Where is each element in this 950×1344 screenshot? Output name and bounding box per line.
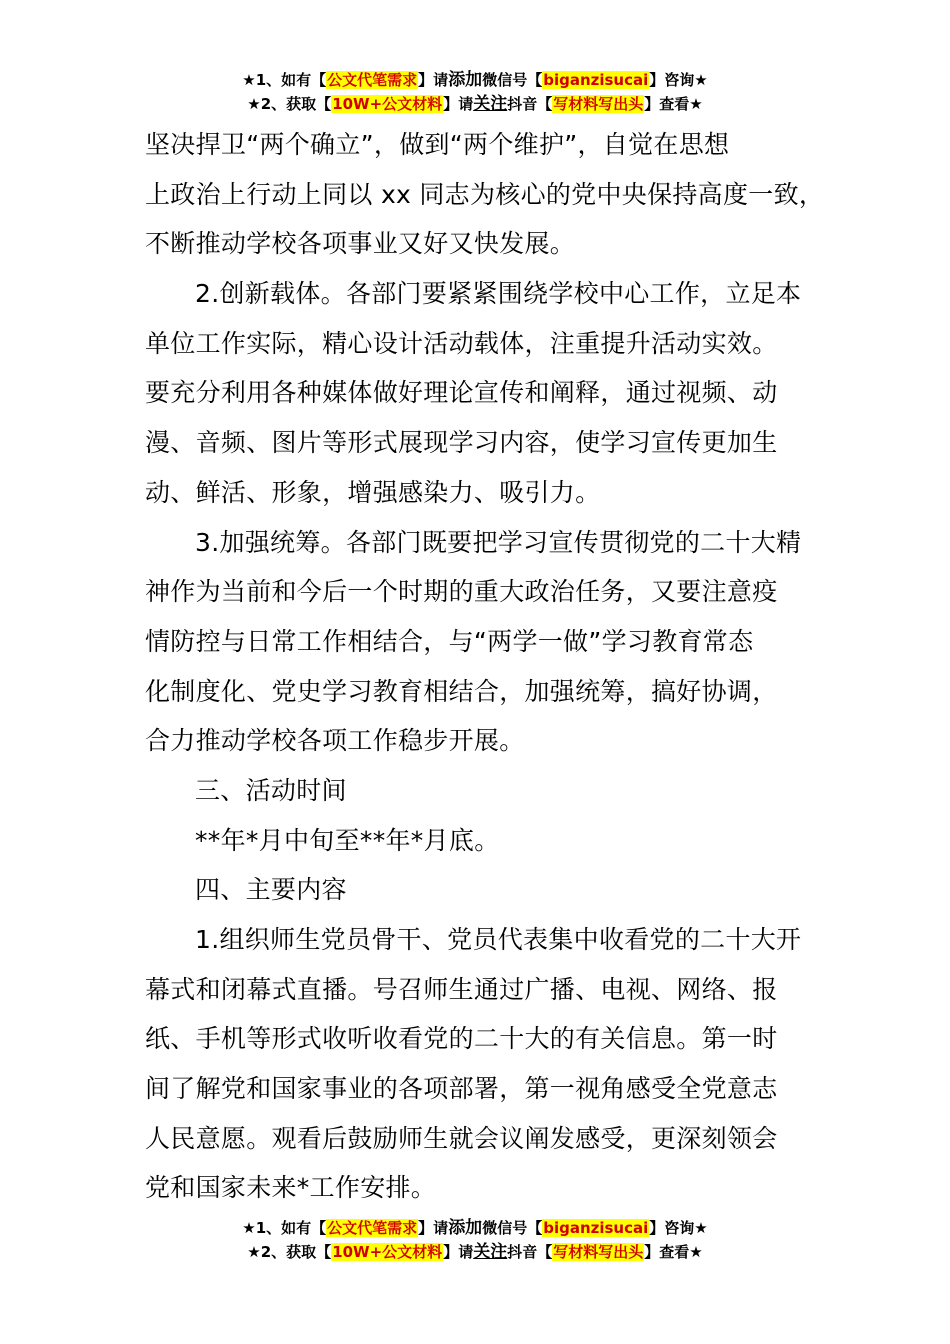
paragraph-start: 2.创新载体。各部门要紧紧围绕学校中心工作，立足本	[195, 279, 802, 309]
banner-text: 】请	[443, 1243, 474, 1261]
banner-text: ★1、如有【	[242, 71, 327, 89]
text-line: 党和国家未来*工作安排。	[145, 1173, 437, 1203]
banner-emphasis: 添加	[448, 70, 483, 90]
banner-highlight: biganzisucai	[543, 71, 649, 89]
header-banner-line-1	[0, 68, 950, 92]
section-heading: 四、主要内容	[195, 875, 347, 905]
text-line: 单位工作实际，精心设计活动载体，注重提升活动实效。	[145, 328, 778, 358]
banner-text: 】请	[418, 1219, 449, 1237]
text-line: 神作为当前和今后一个时期的重大政治任务，又要注意疫	[145, 577, 778, 607]
banner-text: 】查看★	[644, 1243, 703, 1261]
text-line: 漫、音频、图片等形式展现学习内容，使学习宣传更加生	[145, 428, 778, 458]
banner-text: ★1、如有【	[242, 1219, 327, 1237]
paragraph-start: **年*月中旬至**年*月底。	[195, 825, 500, 855]
text-line: 幕式和闭幕式直播。号召师生通过广播、电视、网络、报	[145, 974, 778, 1004]
header-banner-line-2	[0, 92, 950, 116]
banner-text: 】请	[418, 71, 449, 89]
text-line: 化制度化、党史学习教育相结合，加强统筹，搞好协调，	[145, 676, 778, 706]
text-line: 人民意愿。观看后鼓励师生就会议阐发感受，更深刻领会	[145, 1123, 778, 1153]
text-line: 纸、手机等形式收听收看党的二十大的有关信息。第一时	[145, 1024, 778, 1054]
banner-emphasis: 添加	[448, 1218, 483, 1238]
banner-highlight: 公文代笔需求	[327, 71, 418, 89]
banner-text: 微信号【	[482, 1219, 543, 1237]
banner-text: ★2、获取【	[247, 1243, 332, 1261]
paragraph-start: 3.加强统筹。各部门既要把学习宣传贯彻党的二十大精	[195, 527, 802, 557]
text-line: 间了解党和国家事业的各项部署，第一视角感受全党意志	[145, 1074, 778, 1104]
document-body	[145, 120, 835, 1213]
text-line: 动、鲜活、形象，增强感染力、吸引力。	[145, 477, 601, 507]
paragraph-start: 1.组织师生党员骨干、党员代表集中收看党的二十大开	[195, 925, 802, 954]
text-line: 合力推动学校各项工作稳步开展。	[145, 726, 525, 756]
banner-text: 】咨询★	[649, 71, 708, 89]
header-banner	[0, 68, 950, 116]
text-line: 要充分利用各种媒体做好理论宣传和阐释，通过视频、动	[145, 378, 778, 408]
banner-highlight: 10W+公文材料	[332, 95, 443, 113]
banner-emphasis: 关注	[473, 1242, 508, 1262]
footer-banner	[0, 1216, 950, 1264]
banner-highlight: 公文代笔需求	[327, 1219, 418, 1237]
banner-text: 】咨询★	[649, 1219, 708, 1237]
banner-highlight: 10W+公文材料	[332, 1243, 443, 1261]
banner-highlight: biganzisucai	[543, 1219, 649, 1237]
banner-text: ★2、获取【	[247, 95, 332, 113]
banner-emphasis: 关注	[473, 94, 508, 114]
text-line: 坚决捍卫“两个确立”，做到“两个维护”，自觉在思想	[145, 130, 730, 159]
banner-highlight: 写材料写出头	[553, 1243, 644, 1261]
banner-text: 抖音【	[507, 95, 553, 113]
footer-banner-line-1	[0, 1216, 950, 1240]
banner-text: 抖音【	[507, 1243, 553, 1261]
text-line: 不断推动学校各项事业又好又快发展。	[145, 229, 576, 259]
banner-text: 微信号【	[482, 71, 543, 89]
text-line: 情防控与日常工作相结合，与“两学一做”学习教育常态	[145, 626, 754, 656]
text-line: 上政治上行动上同以 xx 同志为核心的党中央保持高度一致，	[145, 179, 825, 209]
section-heading: 三、活动时间	[195, 775, 347, 805]
banner-highlight: 写材料写出头	[553, 95, 644, 113]
banner-text: 】请	[443, 95, 474, 113]
banner-text: 】查看★	[644, 95, 703, 113]
footer-banner-line-2	[0, 1240, 950, 1264]
